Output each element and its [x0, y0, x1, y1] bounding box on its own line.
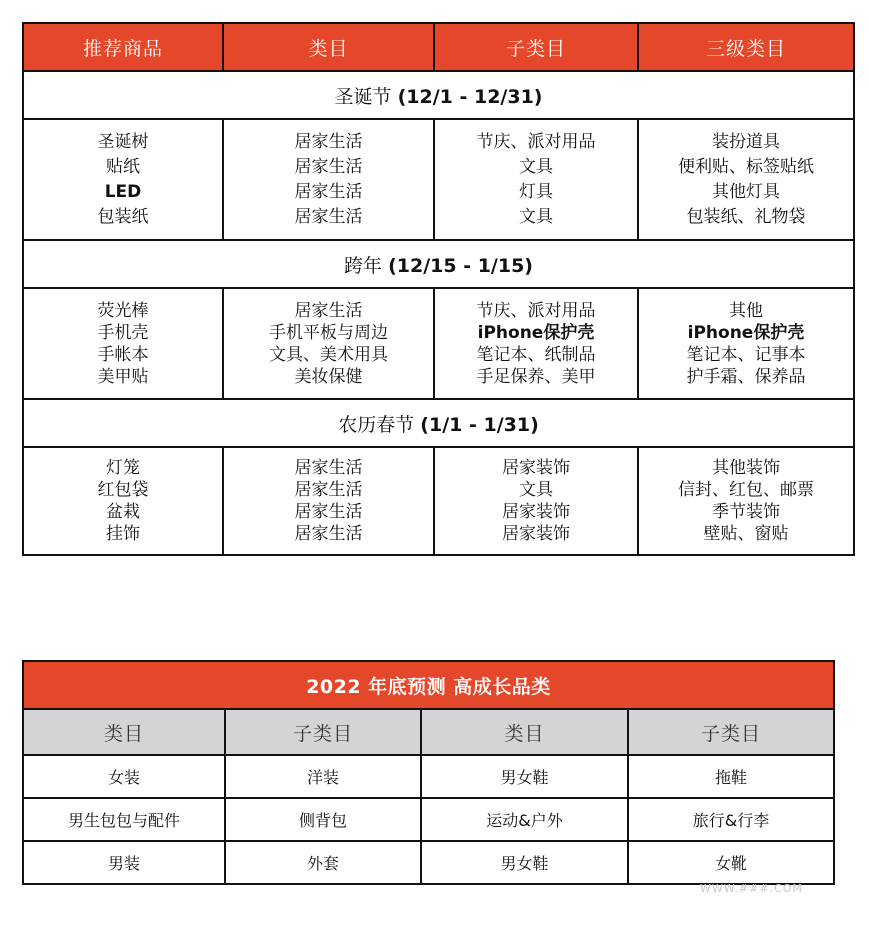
- subcategory-cell: [434, 288, 638, 399]
- list-item: 节庆、派对用品: [476, 300, 596, 321]
- list-item: 荧光棒: [97, 300, 149, 321]
- list-item: 居家生活: [294, 502, 363, 522]
- list-item: 笔记本、记事本: [686, 344, 806, 365]
- list-item: 居家生活: [294, 206, 363, 227]
- table2-title-row: [23, 661, 834, 709]
- table-row: [23, 755, 834, 798]
- list-item: 手足保养、美甲: [476, 366, 596, 387]
- list-item: 其他装饰: [712, 458, 780, 478]
- list-item: 装扮道具: [712, 131, 780, 152]
- list-item: 文具: [519, 480, 553, 500]
- holiday-recommendation-table: [22, 22, 855, 556]
- list-item: 手机平板与周边: [269, 322, 388, 343]
- category-cell: [223, 447, 434, 555]
- list-item: 包装纸: [97, 206, 149, 227]
- list-item: 居家生活: [294, 181, 363, 202]
- header-subcategory: 子类目: [434, 23, 638, 71]
- header-recommended-product: 推荐商品: [23, 23, 223, 71]
- list-item: 护手霜、保养品: [686, 366, 806, 387]
- category-cell: [223, 288, 434, 399]
- list-item: LED: [104, 181, 142, 202]
- list-item: 其他: [729, 300, 763, 321]
- list-item: 文具、美术用具: [269, 344, 388, 365]
- third-level-category-cell: [638, 288, 854, 399]
- list-item: 包装纸、礼物袋: [686, 206, 806, 227]
- section-items-row: [23, 119, 854, 240]
- watermark: WWW.###.COM: [700, 882, 803, 895]
- section-title: [23, 240, 854, 288]
- product-cell: [23, 447, 223, 555]
- list-item: 便利贴、标签贴纸: [678, 156, 814, 177]
- list-item: 居家生活: [294, 131, 363, 152]
- list-item: 贴纸: [106, 156, 140, 177]
- table-cell: 洋装: [225, 755, 421, 798]
- list-item: 壁贴、窗贴: [703, 524, 789, 544]
- list-item: 圣诞树: [97, 131, 149, 152]
- list-item: 红包袋: [97, 480, 149, 500]
- product-cell: [23, 119, 223, 240]
- table-cell: 男女鞋: [421, 755, 628, 798]
- header-category: 类目: [421, 709, 628, 755]
- list-item: 居家生活: [294, 524, 363, 544]
- list-item: 居家装饰: [502, 458, 570, 478]
- header-third-level-category: 三级类目: [638, 23, 854, 71]
- section-row-new-year: [23, 240, 854, 288]
- subcategory-cell: [434, 119, 638, 240]
- section-title: [23, 399, 854, 447]
- table-cell: 女装: [23, 755, 225, 798]
- table-cell: 运动&户外: [421, 798, 628, 841]
- growth-category-forecast-table: [22, 660, 835, 885]
- list-item: 居家生活: [294, 300, 363, 321]
- section-row-lunar-new-year: [23, 399, 854, 447]
- list-item: 节庆、派对用品: [476, 131, 596, 152]
- table-cell: 女靴: [628, 841, 834, 884]
- header-category: 类目: [23, 709, 225, 755]
- third-level-category-cell: [638, 119, 854, 240]
- table2-header-row: [23, 709, 834, 755]
- section-items-row: [23, 288, 854, 399]
- table-cell: 外套: [225, 841, 421, 884]
- section-items-row: [23, 447, 854, 555]
- section-name: 圣诞节: [334, 85, 392, 108]
- list-item: 盆栽: [106, 502, 140, 522]
- list-item: iPhone保护壳: [687, 322, 805, 343]
- table-cell: 旅行&行李: [628, 798, 834, 841]
- header-subcategory: 子类目: [225, 709, 421, 755]
- list-item: 笔记本、纸制品: [476, 344, 596, 365]
- section-row-christmas: [23, 71, 854, 119]
- list-item: 文具: [519, 156, 553, 177]
- product-cell: [23, 288, 223, 399]
- list-item: 美甲贴: [97, 366, 149, 387]
- list-item: 其他灯具: [712, 181, 780, 202]
- list-item: 文具: [519, 206, 553, 227]
- list-item: 挂饰: [106, 524, 140, 544]
- list-item: 居家装饰: [502, 524, 570, 544]
- section-date-range: (1/1 - 1/31): [420, 413, 539, 436]
- list-item: 居家生活: [294, 156, 363, 177]
- list-item: 灯具: [519, 181, 553, 202]
- table2-title: 2022 年底预测 高成长品类: [23, 661, 834, 709]
- table-cell: 男女鞋: [421, 841, 628, 884]
- table-cell: 男装: [23, 841, 225, 884]
- list-item: 灯笼: [106, 458, 140, 478]
- section-title: [23, 71, 854, 119]
- section-date-range: (12/1 - 12/31): [397, 85, 543, 108]
- subcategory-cell: [434, 447, 638, 555]
- list-item: 手帐本: [97, 344, 149, 365]
- list-item: 居家生活: [294, 480, 363, 500]
- list-item: 美妆保健: [294, 366, 363, 387]
- list-item: 信封、红包、邮票: [678, 480, 814, 500]
- section-name: 跨年: [344, 254, 383, 277]
- table-cell: 男生包包与配件: [23, 798, 225, 841]
- header-subcategory: 子类目: [628, 709, 834, 755]
- list-item: 居家生活: [294, 458, 363, 478]
- third-level-category-cell: [638, 447, 854, 555]
- list-item: 季节装饰: [712, 502, 780, 522]
- section-name: 农历春节: [338, 413, 415, 436]
- table-row: [23, 841, 834, 884]
- header-category: 类目: [223, 23, 434, 71]
- list-item: 居家装饰: [502, 502, 570, 522]
- table-row: [23, 798, 834, 841]
- list-item: iPhone保护壳: [477, 322, 595, 343]
- category-cell: [223, 119, 434, 240]
- section-date-range: (12/15 - 1/15): [388, 254, 533, 277]
- list-item: 手机壳: [97, 322, 149, 343]
- table-cell: 拖鞋: [628, 755, 834, 798]
- table-cell: 侧背包: [225, 798, 421, 841]
- table1-header-row: [23, 23, 854, 71]
